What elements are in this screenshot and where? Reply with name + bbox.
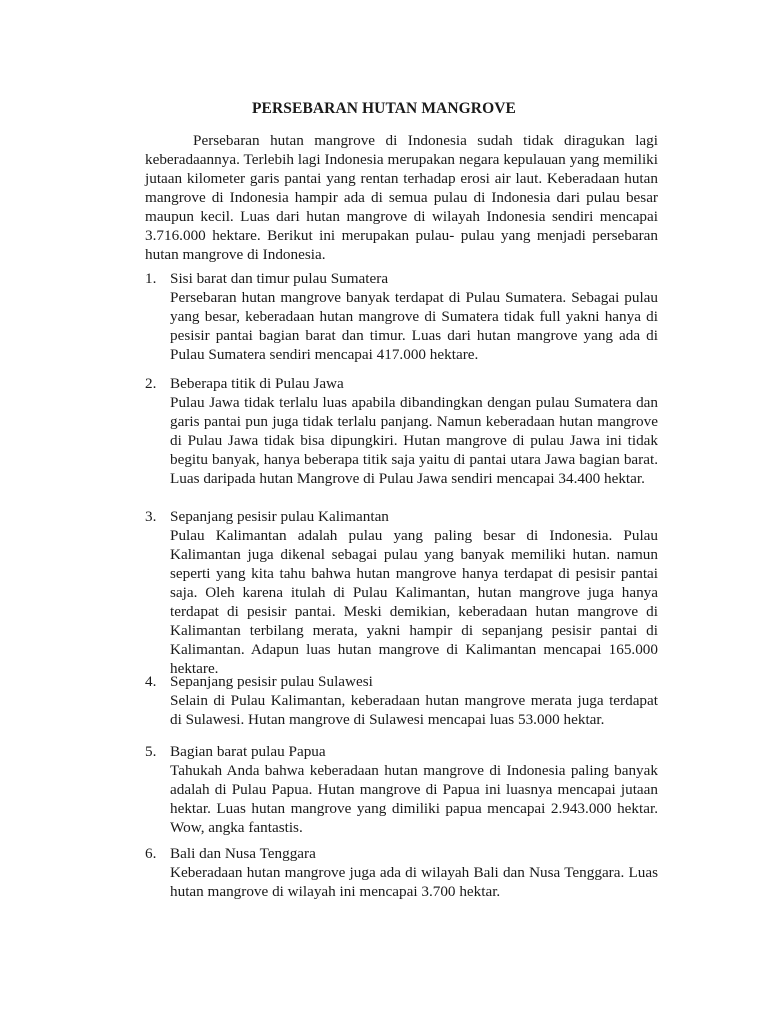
list-number: 2.	[145, 375, 157, 392]
list-item-bali-nusa-tenggara	[145, 844, 658, 901]
intro-paragraph	[145, 131, 658, 264]
intro-text: Persebaran hutan mangrove di Indonesia sudah tidak diragukan lagi keberadaannya. Terlebih lagi Indonesia merupakan negara kepulauan yang memiliki jutaan kilometer garis pantai yang rentan terhadap erosi air laut. Keberadaan hutan mangrove di Indonesia hampir ada di semua pulau di Indonesia dari pulau besar maupun kecil. Luas dari hutan mangrove di wilayah Indonesia sendiri mencapai 3.716.000 hektare. Berikut ini merupakan pulau- pulau yang menjadi persebaran hutan mangrove di Indonesia.	[145, 132, 658, 263]
list-item-sulawesi	[145, 672, 658, 729]
list-item-body: Persebaran hutan mangrove banyak terdapat di Pulau Sumatera. Sebagai pulau yang besar, keberadaan hutan mangrove di Sumatera tidak full yakni hanya di pesisir pantai bagian barat dan timur. Luas dari hutan mangrove yang ada di Pulau Sumatera sendiri mencapai 417.000 hektare.	[170, 289, 658, 363]
list-number: 5.	[145, 743, 157, 760]
document-title: PERSEBARAN HUTAN MANGROVE	[251, 100, 516, 117]
list-item-body: Tahukah Anda bahwa keberadaan hutan mangrove di Indonesia paling banyak adalah di Pulau Papua. Hutan mangrove di Papua ini luasnya mencapai jutaan hektar. Luas hutan mangrove yang dimiliki papua mencapai 2.943.000 hektar. Wow, angka fantastis.	[170, 762, 658, 836]
list-item-kalimantan	[145, 507, 658, 678]
list-number: 1.	[145, 270, 157, 287]
list-item-heading: Sepanjang pesisir pulau Sulawesi	[170, 673, 373, 690]
list-item-heading: Beberapa titik di Pulau Jawa	[170, 375, 344, 392]
list-item-jawa	[145, 374, 658, 488]
list-item-body: Selain di Pulau Kalimantan, keberadaan hutan mangrove merata juga terdapat di Sulawesi. Hutan mangrove di Sulawesi mencapai luas 53.000 hektar.	[170, 692, 658, 728]
list-item-heading: Sepanjang pesisir pulau Kalimantan	[170, 508, 389, 525]
list-item-body: Keberadaan hutan mangrove juga ada di wilayah Bali dan Nusa Tenggara. Luas hutan mangrove di wilayah ini mencapai 3.700 hektar.	[170, 864, 658, 900]
list-item-papua	[145, 742, 658, 837]
list-number: 3.	[145, 508, 157, 525]
list-item-body: Pulau Kalimantan adalah pulau yang paling besar di Indonesia. Pulau Kalimantan juga dikenal sebagai pulau yang banyak memiliki hutan. namun seperti yang kita tahu bahwa hutan mangrove hanya terdapat di pesisir pantai saja. Oleh karena itulah di Pulau Kalimantan, hutan mangrove juga hanya terdapat di pesisir pantai. Meski demikian, keberadaan hutan mangrove di Kalimantan terbilang merata, yakni hampir di sepanjang pesisir pantai di Kalimantan. Adapun luas hutan mangrove di Kalimantan mencapai 165.000 hektare.	[170, 527, 658, 677]
list-number: 4.	[145, 673, 157, 690]
list-item-sumatera	[145, 269, 658, 364]
list-item-body: Pulau Jawa tidak terlalu luas apabila dibandingkan dengan pulau Sumatera dan garis pantai pun juga tidak terlalu panjang. Namun keberadaan hutan mangrove di Pulau Jawa tidak bisa dipungkiri. Hutan mangrove di pulau Jawa ini tidak begitu banyak, hanya beberapa titik saja yaitu di pantai utara Jawa bagian barat. Luas daripada hutan Mangrove di Pulau Jawa sendiri mencapai 34.400 hektar.	[170, 394, 658, 487]
list-item-heading: Bali dan Nusa Tenggara	[170, 845, 316, 862]
list-number: 6.	[145, 845, 157, 862]
list-item-heading: Sisi barat dan timur pulau Sumatera	[170, 270, 389, 287]
list-item-heading: Bagian barat pulau Papua	[170, 743, 326, 760]
